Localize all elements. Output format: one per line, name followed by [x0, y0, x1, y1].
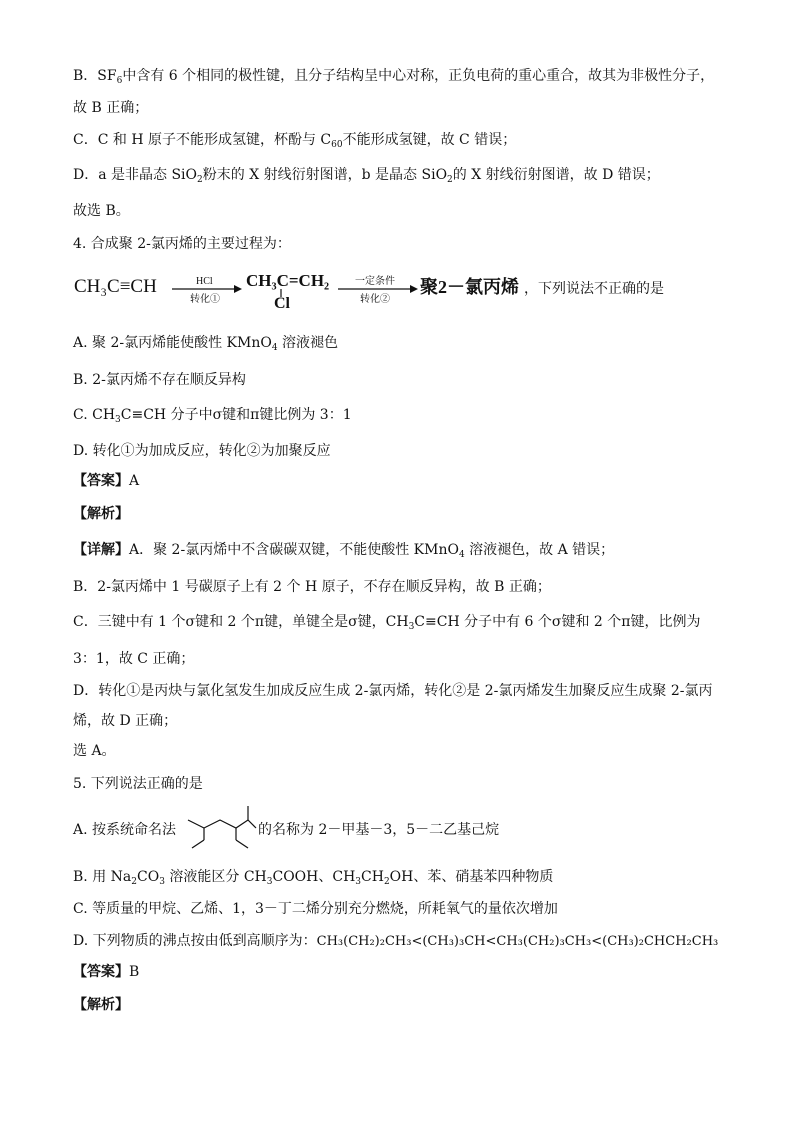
chlorine-substituent: Cl	[274, 295, 290, 310]
arrow2-condition: 一定条件	[355, 276, 395, 287]
q4-stem: 4. 合成聚 2-氯丙烯的主要过程为：	[73, 236, 291, 252]
intermediate-formula: CH₃C=CH₂	[246, 271, 330, 290]
prev-option-b-line1: B．$SF_6$中含有 6 个相同的极性键，且分子结构呈中心对称，正负电荷的重心重合，故其为非极性分子，	[73, 68, 715, 86]
q5-stem: 5. 下列说法正确的是	[73, 776, 203, 792]
q4-detail-d-line1: D．转化①是丙炔与氯化氢发生加成反应生成 2-氯丙烯，转化②是 2-氯丙烯发生加聚反应生成聚 2-氯丙	[73, 683, 713, 699]
answer-value: A	[129, 473, 140, 489]
q4-analysis-label: 【解析】	[73, 506, 129, 522]
prev-option-c: C．C 和 H 原子不能形成氢键，杯酚与 $C_{60}$不能形成氢键，故 C 错误；	[73, 132, 517, 150]
q4-option-c: C. $CH_3C\equiv CH$ 分子中σ键和π键比例为 3：1	[73, 407, 352, 425]
q4-detail-b: B．2-氯丙烯中 1 号碳原子上有 2 个 H 原子，不存在顺反异构，故 B 正确；	[73, 579, 551, 595]
equation-tail: ，下列说法不正确的是	[524, 282, 664, 297]
product-name: 聚2－氯丙烯	[420, 277, 519, 297]
q5-option-a: A. 按系统命名法	[73, 822, 177, 838]
arrow1-step-label: 转化①	[190, 294, 220, 305]
q4-choose: 选 A。	[73, 743, 116, 759]
q4-detail-d-line2: 烯，故 D 正确；	[73, 713, 178, 729]
answer-label: 【答案】	[73, 473, 129, 489]
q5-option-d: D. 下列物质的沸点按由低到高顺序为：CH₃(CH₂)₂CH₃<(CH₃)₃CH<CH₃(CH₂)₃CH₃<(CH₃)₂CHCH₂CH₃	[73, 933, 719, 949]
q4-detail-c-line2: 3：1，故 C 正确；	[73, 651, 195, 667]
arrow2-step-label: 转化②	[360, 294, 390, 305]
q4-answer	[73, 471, 139, 491]
q4-option-d: D. 转化①为加成反应，转化②为加聚反应	[73, 443, 331, 459]
q4-reaction-equation	[70, 264, 710, 310]
arrow1-reagent: HCl	[196, 276, 213, 287]
prev-option-b-line2: 故 B 正确；	[73, 100, 149, 116]
reactant-formula: CH₃C≡CH	[74, 276, 157, 297]
prev-choose: 故选 B。	[73, 203, 130, 219]
q5-option-b: B. 用 $Na_2CO_3$ 溶液能区分 $CH_3COOH$、$CH_3CH_2OH$、苯、硝基苯四种物质	[73, 869, 554, 887]
q4-option-b: B. 2-氯丙烯不存在顺反异构	[73, 372, 246, 388]
skeletal-structure-diagram	[186, 802, 258, 854]
q5-answer	[73, 962, 139, 982]
q5-analysis-label: 【解析】	[73, 997, 129, 1013]
answer-value: B	[129, 964, 140, 980]
q5-option-c: C. 等质量的甲烷、乙烯、1，3－丁二烯分别充分燃烧，所耗氧气的量依次增加	[73, 901, 558, 917]
q4-detail-c-line1: C．三键中有 1 个σ键和 2 个π键，单键全是σ键，$CH_3C\equiv CH$ 分子中有 6 个σ键和 2 个π键，比例为	[73, 614, 701, 632]
prev-option-d: D．a 是非晶态 SiO$_2$粉末的 X 射线衍射图谱，b 是晶态 SiO$_2$的 X 射线衍射图谱，故 D 错误；	[73, 167, 660, 185]
q5-option-a-name: 的名称为 2－甲基－3，5－二乙基己烷	[258, 822, 500, 838]
q4-option-a: A. 聚 2-氯丙烯能使酸性 KMnO$_4$ 溶液褪色	[73, 335, 339, 353]
q4-detail-a: 【详解】A．聚 2-氯丙烯中不含碳碳双键，不能使酸性 KMnO$_4$ 溶液褪色，故 A 错误；	[73, 542, 615, 560]
answer-label: 【答案】	[73, 964, 129, 980]
